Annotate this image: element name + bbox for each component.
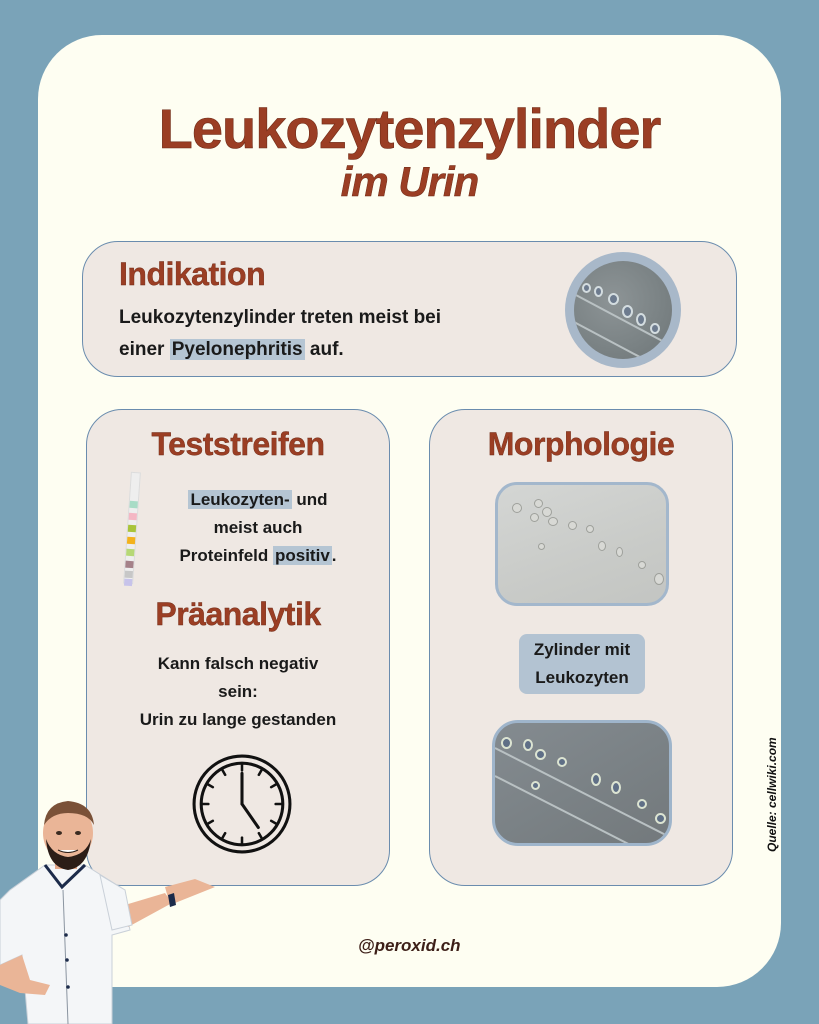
morphologie-panel bbox=[429, 409, 733, 886]
highlight-pyelonephritis: Pyelonephritis bbox=[171, 339, 303, 360]
praeanalytik-line-3: Urin zu lange gestanden bbox=[139, 710, 337, 729]
praeanalytik-text bbox=[87, 650, 389, 734]
teststreifen-line-3-prefix: Proteinfeld bbox=[179, 546, 273, 565]
morphologie-caption bbox=[519, 634, 645, 694]
praeanalytik-line-2: sein: bbox=[218, 682, 258, 701]
indikation-text bbox=[119, 302, 441, 366]
teststreifen-line-3-suffix: . bbox=[331, 546, 337, 565]
social-handle: @peroxid.ch bbox=[358, 936, 461, 955]
teststreifen-line-1 bbox=[127, 486, 389, 514]
brightfield-microscopy-image bbox=[495, 482, 669, 606]
morphologie-heading: Morphologie bbox=[487, 426, 675, 462]
teststreifen-line-1-suffix: und bbox=[291, 490, 328, 509]
indikation-line-2 bbox=[119, 334, 441, 366]
page-title: Leukozytenzylinder bbox=[158, 97, 661, 160]
indikation-panel bbox=[82, 241, 737, 377]
teststreifen-text bbox=[127, 486, 389, 570]
indikation-line-2-prefix: einer bbox=[119, 339, 170, 360]
presenter-illustration bbox=[0, 795, 225, 1024]
indikation-line-2-suffix: auf. bbox=[304, 339, 344, 360]
phase-contrast-microscopy-image bbox=[492, 720, 672, 846]
teststreifen-heading: Teststreifen bbox=[151, 426, 325, 462]
teststreifen-line-2: meist auch bbox=[213, 518, 303, 537]
caption-line-1: Zylinder mit bbox=[533, 640, 631, 659]
caption-line-2: Leukozyten bbox=[535, 668, 629, 687]
indikation-line-1: Leukozytenzylinder treten meist bei bbox=[119, 307, 442, 328]
microscopy-circle-image bbox=[565, 252, 681, 368]
page-subtitle: im Urin bbox=[340, 158, 479, 205]
praeanalytik-line-1: Kann falsch negativ bbox=[157, 654, 319, 673]
source-credit: Quelle: cellwiki.com bbox=[765, 737, 779, 852]
indikation-heading: Indikation bbox=[119, 256, 266, 292]
praeanalytik-heading: Präanalytik bbox=[155, 596, 321, 632]
teststreifen-line-3 bbox=[127, 542, 389, 570]
highlight-leukozyten: Leukozyten- bbox=[190, 490, 290, 509]
highlight-positiv: positiv bbox=[274, 546, 330, 565]
